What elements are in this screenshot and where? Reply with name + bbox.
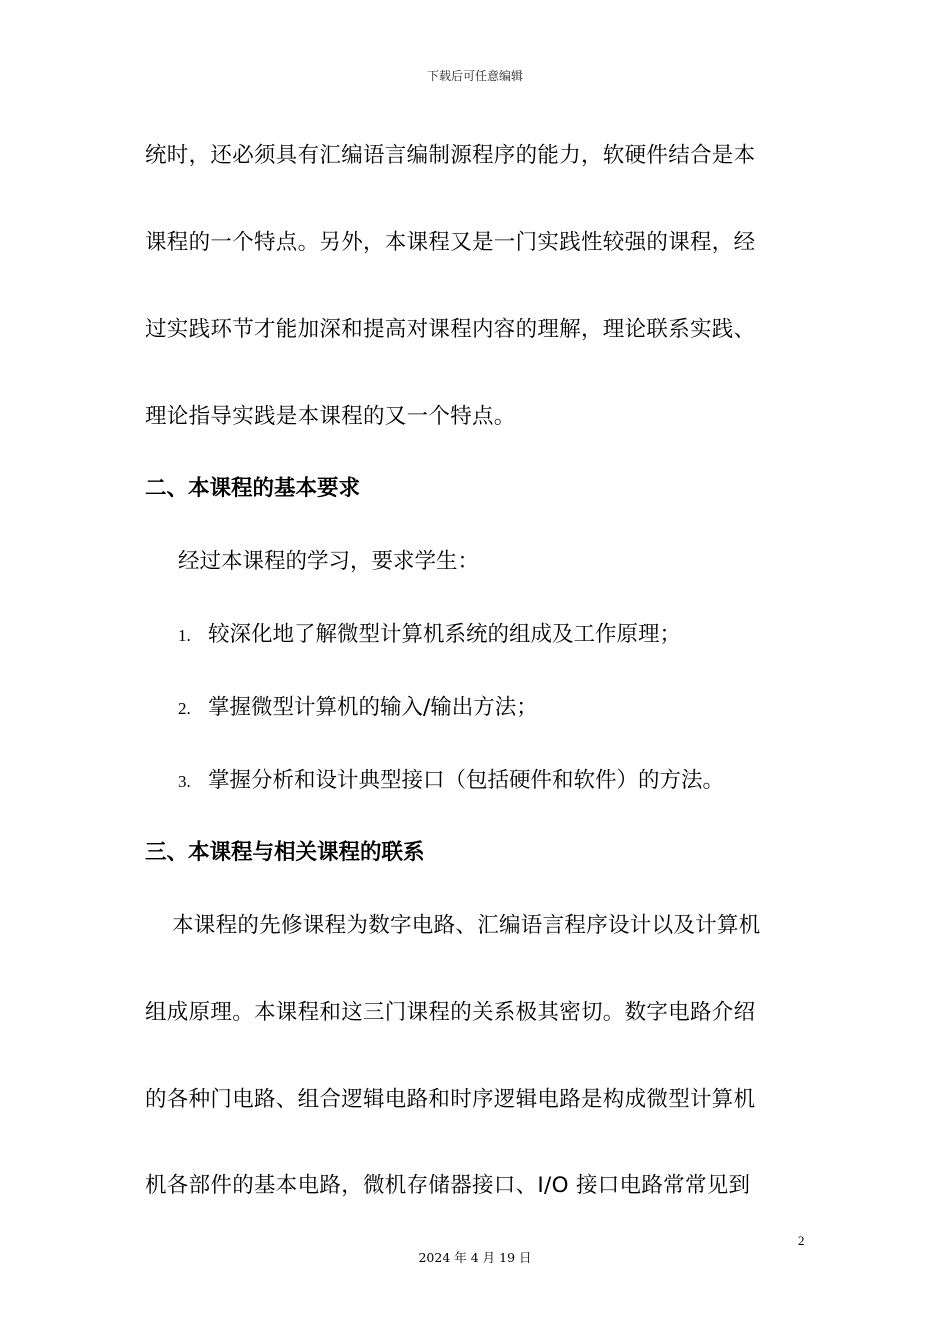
list-number: 3. bbox=[178, 772, 191, 791]
list-text: 掌握微型计算机的输入/输出方法； bbox=[208, 695, 538, 720]
body-text-line: 组成原理。本课程和这三门课程的关系极其密切。数字电路介绍 bbox=[145, 1000, 756, 1025]
list-item bbox=[178, 690, 538, 721]
page-number: 2 bbox=[798, 1233, 805, 1248]
list-item bbox=[178, 617, 681, 648]
list-number: 1. bbox=[178, 626, 191, 645]
body-text-line: 机各部件的基本电路，微机存储器接口、I/O 接口电路常常见到 bbox=[145, 1173, 751, 1198]
section-heading: 三、本课程与相关课程的联系 bbox=[145, 840, 425, 865]
section-heading: 二、本课程的基本要求 bbox=[145, 476, 361, 501]
header-note: 下载后可任意编辑 bbox=[426, 69, 523, 83]
list-text: 掌握分析和设计典型接口（包括硬件和软件）的方法。 bbox=[208, 768, 725, 793]
body-text-line: 统时，还必须具有汇编语言编制源程序的能力，软硬件结合是本 bbox=[145, 143, 756, 168]
list-item bbox=[178, 763, 724, 794]
list-text: 较深化地了解微型计算机系统的组成及工作原理； bbox=[208, 622, 682, 647]
body-text-line: 过实践环节才能加深和提高对课程内容的理解，理论联系实践、 bbox=[145, 317, 756, 342]
list-number: 2. bbox=[178, 699, 191, 718]
section-intro: 经过本课程的学习，要求学生： bbox=[178, 549, 480, 574]
footer-date: 2024 年 4 月 19 日 bbox=[418, 1250, 532, 1265]
body-text-line: 的各种门电路、组合逻辑电路和时序逻辑电路是构成微型计算机 bbox=[145, 1087, 756, 1112]
body-text-line: 理论指导实践是本课程的又一个特点。 bbox=[145, 404, 516, 429]
body-text-line: 课程的一个特点。另外，本课程又是一门实践性较强的课程，经 bbox=[145, 230, 756, 255]
body-text-line: 本课程的先修课程为数字电路、汇编语言程序设计以及计算机 bbox=[172, 913, 761, 938]
